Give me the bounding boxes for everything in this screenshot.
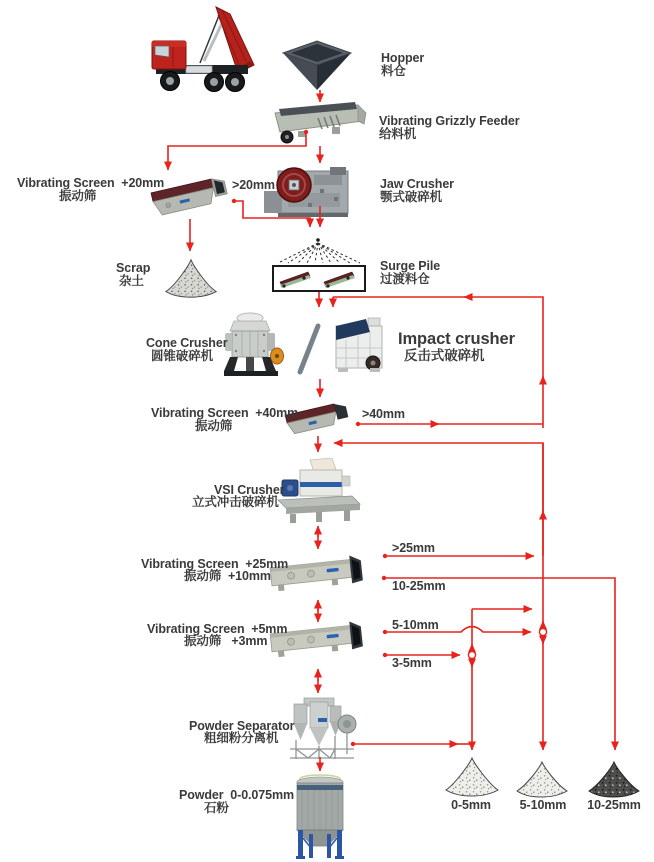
hopper-label-zh: 料仓 <box>381 64 406 78</box>
impact-label-zh: 反击式破碎机 <box>404 348 485 363</box>
jaw-label-zh: 颚式破碎机 <box>380 190 443 204</box>
feeder-label-zh: 给料机 <box>379 127 417 141</box>
vsi-label-en: VSI Crusher <box>214 483 285 497</box>
or-slash <box>300 326 318 372</box>
screen20-label-zh: 振动筛 <box>59 189 97 203</box>
powder-silo-image <box>294 772 346 860</box>
vibrating-grizzly-feeder-image <box>272 100 368 146</box>
powder-separator-image <box>288 696 358 762</box>
screen40-label-en: Vibrating Screen +40mm <box>151 406 299 420</box>
scrap-label-en: Scrap <box>116 261 151 275</box>
separator-label-en: Powder Separator <box>189 719 295 733</box>
cone-crusher-image <box>220 311 284 381</box>
screen2510-label-zh: 振动筛 +10mm <box>184 569 271 583</box>
surge-label-zh: 过渡料仓 <box>380 272 430 286</box>
hopper-image <box>282 40 352 92</box>
range3-5-label: 3-5mm <box>392 656 432 670</box>
hopper-label-en: Hopper <box>381 51 425 65</box>
switch-nodes <box>468 628 546 658</box>
product-pile-5-10mm-image <box>515 760 569 800</box>
range10-25-label: 10-25mm <box>392 579 446 593</box>
product-5-10mm-label: 5-10mm <box>519 798 567 812</box>
screen20-label-en: Vibrating Screen +20mm <box>17 176 165 190</box>
powder-label-en: Powder 0-0.075mm <box>179 788 295 802</box>
scrap-label-zh: 杂土 <box>119 274 144 288</box>
screen53-label-en: Vibrating Screen +5mm <box>147 622 288 636</box>
feeder-label-en: Vibrating Grizzly Feeder <box>379 114 520 128</box>
surge-fan <box>278 238 360 263</box>
gt25-label: >25mm <box>392 541 435 555</box>
surge-pile-image <box>272 265 366 293</box>
cone-label-en: Cone Crusher <box>146 336 228 350</box>
surge-label-en: Surge Pile <box>380 259 441 273</box>
vsi-label-zh: 立式冲击破碎机 <box>192 495 279 509</box>
cone-label-zh: 圆锥破碎机 <box>151 349 214 363</box>
impact-crusher-image <box>332 314 388 376</box>
vsi-crusher-image <box>276 458 362 524</box>
scrap-pile-image <box>162 257 220 299</box>
product-10-25mm-label: 10-25mm <box>587 798 641 812</box>
screen2510-label-en: Vibrating Screen +25mm <box>141 557 289 571</box>
product-0-5mm-label: 0-5mm <box>451 798 491 812</box>
powder-label-zh: 石粉 <box>204 801 229 815</box>
jaw-label-en: Jaw Crusher <box>380 177 454 191</box>
gt40-label: >40mm <box>362 407 405 421</box>
separator-label-zh: 粗细粉分离机 <box>204 731 279 745</box>
gt20-label: >20mm <box>232 178 275 192</box>
screen40-label-zh: 振动筛 <box>195 419 233 433</box>
range5-10-label: 5-10mm <box>392 618 439 632</box>
screen53-label-zh: 振动筛 +3mm <box>184 634 268 648</box>
impact-label-en: Impact crusher <box>398 330 515 348</box>
dump-truck-image <box>150 5 265 95</box>
product-pile-0-5mm-image <box>444 755 500 800</box>
product-pile-10-25mm-image <box>587 760 641 800</box>
